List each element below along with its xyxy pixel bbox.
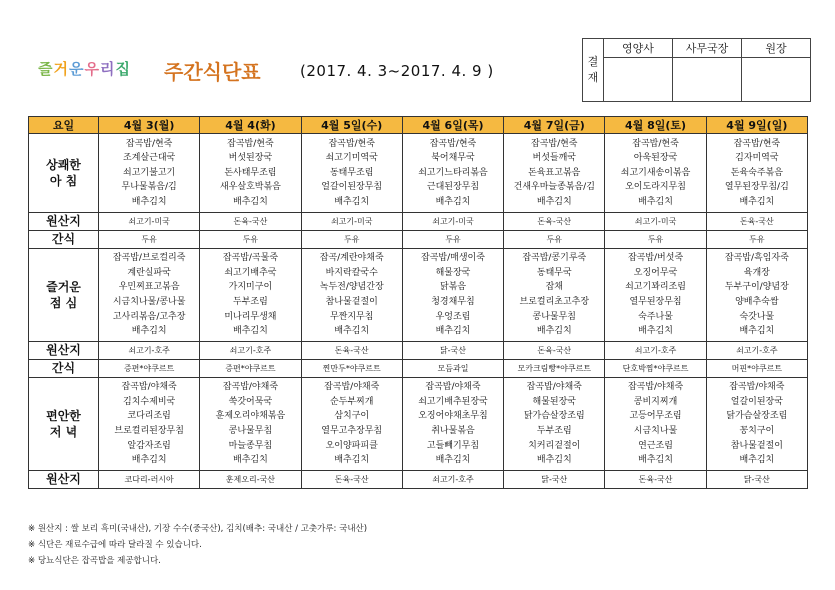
- menu-cell: [605, 134, 706, 213]
- origin-cell: 쇠고기-미국: [99, 213, 200, 231]
- menu-item: 배추김치: [131, 326, 167, 337]
- menu-item: 콩나물무침: [532, 311, 576, 322]
- menu-item: 쇠고기배추된장국: [418, 396, 488, 407]
- menu-item: 시금치나물/콩나물: [112, 297, 186, 307]
- menu-item: 치커리겉절이: [528, 440, 581, 451]
- origin-cell: 돈육-국산: [504, 342, 605, 360]
- origin-label: 원산지: [29, 342, 99, 360]
- menu-item: 취나물볶음: [431, 426, 475, 436]
- origin-cell: 닭-국산: [706, 471, 807, 489]
- menu-item: 고등어무조림: [629, 411, 682, 422]
- menu-item: 잡곡밥/현죽: [632, 138, 679, 149]
- menu-item: 시금치나물: [633, 426, 678, 436]
- menu-item: 참나물겉절이: [325, 297, 378, 307]
- menu-item: 잡곡밥/곡물죽: [222, 253, 279, 264]
- snack-label: 간식: [29, 231, 99, 249]
- menu-item: 콩비지찌개: [633, 396, 678, 407]
- snack-cell: 두유: [605, 231, 706, 249]
- menu-item: 두부조림: [536, 426, 572, 436]
- origin-cell: 쇠고기-호주: [605, 342, 706, 360]
- menu-item: 숙주나물: [638, 311, 673, 322]
- origin-cell: 쇠고기-호주: [706, 342, 807, 360]
- snack-cell: 두유: [99, 231, 200, 249]
- menu-item: 배추김치: [233, 455, 268, 466]
- menu-item: 오징어야채초무침: [418, 411, 488, 422]
- meal-row-breakfast: [29, 134, 808, 213]
- page-title: 주간식단표: [164, 60, 261, 84]
- menu-cell: [200, 249, 301, 342]
- menu-item: 김치수제비국: [123, 396, 176, 407]
- note: ※ 당뇨식단은 잡곡밥을 제공합니다.: [28, 556, 161, 566]
- menu-item: 배추김치: [131, 455, 167, 466]
- meal-label: 즐거운 점 심: [29, 249, 99, 342]
- menu-item: 잡곡밥/브로컬리죽: [112, 253, 186, 264]
- origin-cell: 돈육-국산: [706, 213, 807, 231]
- menu-item: 배추김치: [435, 196, 471, 207]
- menu-item: 무짠지무침: [329, 311, 374, 322]
- menu-cell: [301, 249, 402, 342]
- menu-item: 잡곡밥/야채죽: [222, 382, 279, 393]
- menu-item: 순두부찌개: [329, 396, 374, 407]
- menu-item: 고들빼기무침: [426, 440, 480, 451]
- menu-item: 오징어무국: [633, 267, 678, 278]
- menu-item: 잡곡밥/야채죽: [324, 382, 380, 393]
- menu-item: 오이양파피클: [325, 440, 378, 451]
- origin-cell: 쇠고기-미국: [605, 213, 706, 231]
- menu-item: 배추김치: [334, 196, 370, 207]
- approval-sign-slot: [604, 58, 673, 102]
- approval-role: 원장: [742, 39, 811, 58]
- menu-item: 잡곡밥/야채죽: [627, 382, 684, 393]
- menu-cell: [200, 378, 301, 471]
- menu-item: 배추김치: [739, 196, 775, 207]
- notes: [28, 521, 367, 569]
- menu-item: 쇠고기미역국: [325, 153, 378, 164]
- menu-item: 배추김치: [638, 455, 673, 466]
- approval-side-label: 결 재: [583, 39, 604, 102]
- menu-cell: [402, 249, 503, 342]
- note: ※ 식단은 재료수급에 따라 달라질 수 있습니다.: [28, 540, 202, 550]
- origin-cell: 쇠고기-호주: [402, 471, 503, 489]
- menu-cell: [504, 249, 605, 342]
- menu-item: 쇠고기꽈리조림: [625, 282, 686, 293]
- menu-cell: [706, 134, 807, 213]
- menu-item: 배추김치: [739, 326, 775, 337]
- day-header: 4월 6일(목): [402, 117, 503, 134]
- menu-item: 열무된장무침: [629, 297, 682, 307]
- menu-item: 닭가슴살장조림: [523, 411, 585, 422]
- menu-item: 오이도라지무침: [625, 182, 686, 193]
- note: ※ 원산지 : 쌀 보리 흑미(국내산), 기장 수수(중국산), 김치(배추: 국내산 / 고춧가루: 국내산): [28, 524, 368, 534]
- menu-item: 배추김치: [536, 455, 572, 466]
- menu-cell: [504, 134, 605, 213]
- menu-item: 무나물볶음/김: [121, 182, 177, 193]
- origin-cell: 닭-국산: [402, 342, 503, 360]
- menu-item: 청경채무침: [431, 297, 475, 307]
- menu-cell: [99, 249, 200, 342]
- meal-row-dinner: [29, 378, 808, 471]
- menu-item: 배추김치: [638, 196, 673, 207]
- meal-label: 상쾌한 아 침: [29, 134, 99, 213]
- menu-item: 잡곡밥/야채죽: [121, 382, 177, 393]
- menu-item: 배추김치: [131, 196, 167, 207]
- menu-cell: [301, 134, 402, 213]
- menu-item: 열무된장무침/김: [724, 182, 789, 193]
- menu-item: 알감자조림: [127, 440, 171, 451]
- logo-char: 집: [115, 60, 131, 78]
- menu-item: 돈육표고볶음: [528, 167, 581, 178]
- menu-item: 잡곡밥/현죽: [531, 138, 578, 149]
- logo: [38, 58, 131, 79]
- day-header: 4월 8일(토): [605, 117, 706, 134]
- menu-item: 버섯들깨국: [532, 153, 576, 164]
- menu-item: 쇠고기느타리볶음: [418, 167, 488, 178]
- menu-cell: [99, 378, 200, 471]
- snack-cell: 증편*야쿠르트: [99, 360, 200, 378]
- menu-cell: [706, 249, 807, 342]
- logo-char: 거: [53, 60, 69, 78]
- menu-item: 잡곡밥/야채죽: [526, 382, 582, 393]
- menu-item: 배추김치: [435, 326, 471, 337]
- menu-item: 잡곡밥/콩기루죽: [522, 253, 587, 264]
- origin-cell: 닭-국산: [504, 471, 605, 489]
- origin-cell: 쇠고기-미국: [301, 213, 402, 231]
- origin-row: [29, 342, 808, 360]
- approval-sign-slot: [742, 58, 811, 102]
- snack-cell: 두유: [504, 231, 605, 249]
- origin-cell: 쇠고기-미국: [402, 213, 503, 231]
- menu-item: 얼갈이된장무침: [321, 182, 383, 193]
- menu-item: 북어채무국: [431, 153, 475, 164]
- menu-item: 코다리조림: [127, 411, 171, 422]
- menu-item: 배추김치: [638, 326, 673, 337]
- menu-cell: [402, 134, 503, 213]
- menu-item: 새우살호박볶음: [219, 182, 281, 193]
- origin-label: 원산지: [29, 471, 99, 489]
- menu-item: 돈사태무조림: [224, 167, 277, 178]
- menu-item: 김자미역국: [735, 153, 779, 164]
- origin-cell: 돈육-국산: [301, 342, 402, 360]
- day-header: 4월 9일(일): [706, 117, 807, 134]
- menu-item: 잡곡/계란야채죽: [319, 253, 384, 264]
- menu-item: 우엉조림: [435, 311, 471, 322]
- origin-cell: 돈육-국산: [301, 471, 402, 489]
- menu-item: 꽁치구이: [739, 426, 775, 436]
- menu-item: 배추김치: [334, 326, 370, 337]
- menu-item: 잡곡밥/현죽: [125, 138, 173, 149]
- menu-item: 숙갓나물: [739, 311, 775, 322]
- day-header: 4월 7일(금): [504, 117, 605, 134]
- menu-item: 배추김치: [334, 455, 370, 466]
- menu-item: 조계살근대국: [123, 153, 176, 164]
- snack-cell: 머핀*야쿠르트: [706, 360, 807, 378]
- snack-cell: 모카크림빵*야쿠르트: [504, 360, 605, 378]
- menu-item: 잡곡밥/매생이죽: [421, 253, 485, 264]
- menu-item: 해물장국: [435, 267, 471, 278]
- menu-item: 잡곡밥/현죽: [227, 138, 274, 149]
- menu-item: 육개장: [743, 267, 770, 278]
- snack-label: 간식: [29, 360, 99, 378]
- snack-cell: 모듬과일: [402, 360, 503, 378]
- origin-cell: 쇠고기-호주: [99, 342, 200, 360]
- approval-box: [582, 38, 811, 102]
- origin-cell: 코다리-러시아: [99, 471, 200, 489]
- menu-item: 동태무국: [536, 267, 572, 278]
- menu-item: 배추김치: [536, 326, 572, 337]
- menu-item: 배추김치: [435, 455, 471, 466]
- menu-item: 닭가슴살장조림: [726, 411, 788, 422]
- menu-item: 쇠고기배추국: [224, 267, 277, 278]
- menu-item: 양배추숙쌈: [735, 297, 779, 307]
- menu-item: 해물된장국: [532, 396, 576, 407]
- menu-cell: [605, 249, 706, 342]
- menu-item: 돈육숙주볶음: [730, 167, 783, 178]
- snack-cell: 두유: [706, 231, 807, 249]
- menu-item: 녹두전/양념간장: [319, 282, 384, 293]
- menu-item: 삼치구이: [334, 411, 370, 422]
- period: (2017. 4. 3~2017. 4. 9 ): [300, 62, 494, 80]
- origin-cell: 훈제오리-국산: [200, 471, 301, 489]
- logo-char: 운: [69, 60, 85, 78]
- menu-item: 콩나물무침: [228, 426, 273, 436]
- menu-item: 쇠고기불고기: [123, 167, 176, 178]
- menu-item: 배추김치: [536, 196, 572, 207]
- menu-cell: [301, 378, 402, 471]
- menu-item: 계란실파국: [127, 267, 171, 278]
- menu-item: 잡채: [545, 282, 563, 293]
- menu-item: 버섯된장국: [228, 153, 273, 164]
- menu-item: 브로컬리된장무침: [114, 426, 184, 436]
- menu-item: 배추김치: [233, 326, 268, 337]
- menu-item: 잡곡밥/흑임자죽: [724, 253, 789, 264]
- menu-item: 잡곡밥/현죽: [733, 138, 781, 149]
- approval-sign-slot: [673, 58, 742, 102]
- meal-row-lunch: [29, 249, 808, 342]
- menu-item: 아욱된장국: [633, 153, 678, 164]
- menu-item: 우민찌표고볶음: [118, 282, 180, 293]
- menu-item: 배추김치: [739, 455, 775, 466]
- snack-cell: 두유: [402, 231, 503, 249]
- corner-header: 요일: [29, 117, 99, 134]
- menu-item: 근대된장무침: [426, 182, 480, 193]
- snack-cell: 증편*야쿠르트: [200, 360, 301, 378]
- origin-row: [29, 213, 808, 231]
- snack-cell: 두유: [200, 231, 301, 249]
- snack-row: [29, 360, 808, 378]
- menu-item: 쇠고기새송이볶음: [620, 167, 691, 178]
- origin-cell: 쇠고기-호주: [200, 342, 301, 360]
- menu-item: 잡곡밥/야채죽: [425, 382, 481, 393]
- menu-item: 브로컬리초고추장: [519, 297, 590, 307]
- day-header: 4월 5일(수): [301, 117, 402, 134]
- approval-role: 영양사: [604, 39, 673, 58]
- menu-item: 훈제오리야채볶음: [215, 411, 286, 422]
- menu-item: 잡곡밥/현죽: [328, 138, 375, 149]
- logo-char: 리: [100, 60, 116, 78]
- meal-label: 편안한 저 녁: [29, 378, 99, 471]
- menu-item: 동태무조림: [329, 167, 374, 178]
- menu-item: 잡곡밥/현죽: [429, 138, 477, 149]
- origin-cell: 돈육-국산: [200, 213, 301, 231]
- menu-cell: [200, 134, 301, 213]
- menu-item: 두부조림: [233, 297, 268, 307]
- origin-cell: 돈육-국산: [605, 471, 706, 489]
- menu-item: 잡곡밥/야채죽: [729, 382, 785, 393]
- snack-cell: 찐만두*야쿠르트: [301, 360, 402, 378]
- day-header: 4월 3(월): [99, 117, 200, 134]
- menu-item: 열무고추장무침: [321, 426, 383, 436]
- menu-item: 쑥갓어묵국: [228, 396, 273, 407]
- menu-cell: [605, 378, 706, 471]
- snack-cell: 단호박찜*야쿠르트: [605, 360, 706, 378]
- menu-item: 참나물겉절이: [730, 440, 783, 451]
- snack-row: [29, 231, 808, 249]
- menu-cell: [504, 378, 605, 471]
- origin-row: [29, 471, 808, 489]
- menu-item: 건새우마늘종볶음/김: [513, 182, 595, 193]
- approval-role: 사무국장: [673, 39, 742, 58]
- menu-item: 닭볶음: [439, 282, 467, 293]
- menu-cell: [99, 134, 200, 213]
- menu-item: 고사리볶음/고추장: [112, 311, 186, 322]
- origin-cell: 돈육-국산: [504, 213, 605, 231]
- menu-item: 배추김치: [233, 196, 268, 207]
- menu-item: 잡곡밥/버섯죽: [627, 253, 684, 264]
- logo-char: 즐: [38, 60, 54, 78]
- logo-char: 우: [84, 60, 100, 78]
- menu-cell: [706, 378, 807, 471]
- day-header: 4월 4(화): [200, 117, 301, 134]
- origin-label: 원산지: [29, 213, 99, 231]
- menu-item: 마늘종무침: [228, 440, 273, 451]
- menu-item: 미나리무생채: [224, 311, 277, 322]
- menu-item: 얼갈이된장국: [730, 396, 783, 407]
- menu-item: 연근조림: [638, 440, 673, 451]
- snack-cell: 두유: [301, 231, 402, 249]
- menu-table: [28, 116, 808, 489]
- menu-item: 두부구이/양념장: [724, 282, 789, 293]
- menu-item: 가지미구이: [228, 282, 273, 293]
- menu-cell: [402, 378, 503, 471]
- menu-item: 바지락칼국수: [325, 267, 378, 278]
